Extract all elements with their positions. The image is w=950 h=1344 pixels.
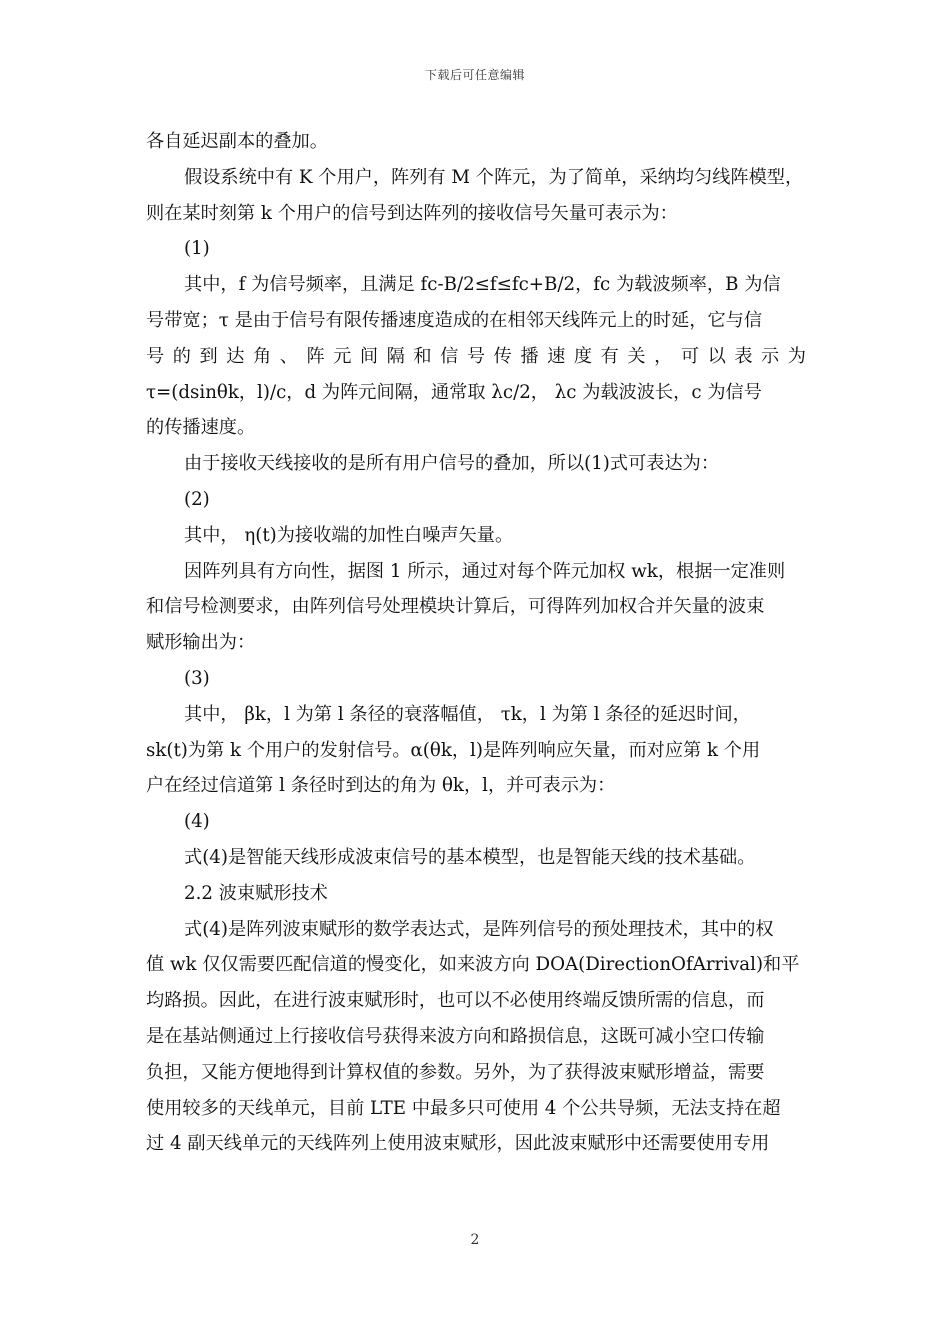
text-line: τ=(dsinθk，l)/c，d 为阵元间隔，通常取 λc/2， λc 为载波波长，c 为信号 — [146, 381, 762, 403]
page-header: 下载后可任意编辑 — [424, 68, 525, 82]
text-line: 2.2 波束赋形技术 — [184, 882, 328, 904]
text-line: 是在基站侧通过上行接收信号获得来波方向和路损信息，这既可减小空口传输 — [146, 1025, 765, 1047]
text-line: sk(t)为第 k 个用户的发射信号。α(θk，l)是阵列响应矢量，而对应第 k 个用 — [146, 739, 761, 761]
text-line: 赋形输出为： — [146, 632, 256, 654]
text-line: 式(4)是智能天线形成波束信号的基本模型，也是智能天线的技术基础。 — [184, 846, 756, 868]
text-line: 因阵列具有方向性，据图 1 所示，通过对每个阵元加权 wk，根据一定准则 — [184, 560, 786, 582]
text-line: (2) — [184, 488, 210, 510]
text-line: 户在经过信道第 l 条径时到达的角为 θk，l，并可表示为： — [146, 775, 616, 797]
text-line: 则在某时刻第 k 个用户的信号到达阵列的接收信号矢量可表示为： — [146, 202, 678, 224]
text-line: 其中， η(t)为接收端的加性白噪声矢量。 — [184, 524, 514, 546]
text-line: 的传播速度。 — [146, 417, 256, 439]
text-line: 由于接收天线接收的是所有用户信号的叠加，所以(1)式可表达为： — [184, 453, 720, 475]
text-line: 其中，f 为信号频率，且满足 fc-B/2≤f≤fc+B/2，fc 为载波频率，B 为信 — [184, 274, 781, 296]
text-line: 过 4 副天线单元的天线阵列上使用波束赋形，因此波束赋形中还需要使用专用 — [146, 1133, 770, 1155]
text-line: (1) — [184, 238, 210, 260]
text-line: 均路损。因此，在进行波束赋形时，也可以不必使用终端反馈所需的信息，而 — [146, 990, 765, 1012]
text-line: (3) — [184, 667, 210, 689]
text-line: 号 的 到 达 角 、 阵 元 间 隔 和 信 号 传 播 速 度 有 关 ， 可 以 表 示 为 — [146, 345, 806, 367]
text-line: (4) — [184, 811, 210, 833]
text-line: 假设系统中有 K 个用户，阵列有 M 个阵元，为了简单，采纳均匀线阵模型， — [184, 166, 804, 188]
text-line: 使用较多的天线单元，目前 LTE 中最多只可使用 4 个公共导频，无法支持在超 — [146, 1097, 781, 1119]
text-line: 和信号检测要求，由阵列信号处理模块计算后，可得阵列加权合并矢量的波束 — [146, 596, 765, 618]
text-line: 其中， βk，l 为第 l 条径的衰落幅值， τk，l 为第 l 条径的延迟时间， — [184, 703, 751, 725]
page-number: 2 — [470, 1232, 480, 1248]
text-line: 值 wk 仅仅需要匹配信道的慢变化，如来波方向 DOA(DirectionOfArrival)和平 — [146, 954, 800, 976]
text-line: 号带宽；τ 是由于信号有限传播速度造成的在相邻天线阵元上的时延，它与信 — [146, 309, 763, 331]
text-line: 各自延迟副本的叠加。 — [146, 131, 328, 152]
text-line: 式(4)是阵列波束赋形的数学表达式，是阵列信号的预处理技术，其中的权 — [184, 918, 774, 940]
document-body — [146, 124, 806, 1162]
text-line: 负担，又能方便地得到计算权值的参数。另外，为了获得波束赋形增益，需要 — [146, 1061, 765, 1083]
